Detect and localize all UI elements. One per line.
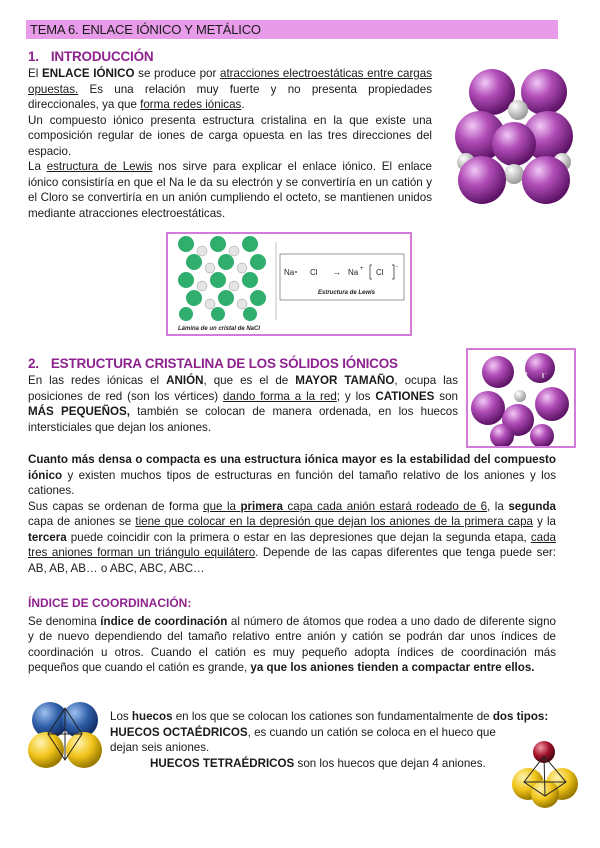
lattice-caption: Lámina de un cristal de NaCl [178, 326, 261, 332]
lewis-na-charge: + [360, 266, 364, 272]
octahedral-holes-text: HUECOS OCTAÉDRICOS, es cuando un catión se coloca en el hueco que dejan seis aniones. [110, 725, 496, 754]
lewis-cl-anion: Cl [376, 268, 384, 277]
lithium-charge: + [525, 371, 528, 377]
layers-paragraph: Sus capas se ordenan de forma que la primera capa cada anión estará rodeado de 6, la segunda capa de aniones se tiene que colocar en la depresión que dejan los aniones de la primera capa y la tercera puede coincidir con la primera o estar en las depresiones que dejan la segunda etapa, cada tres aniones forman un triángulo equilátero. Depende de las capas diferentes que tenga puede ser: AB, AB, AB… o ABC, ABC, ABC… [28, 499, 557, 575]
nacl-lattice-and-lewis [168, 234, 410, 334]
coordination-section [28, 596, 556, 676]
ionic-lattice-illustration [452, 62, 576, 206]
octahedral-hole-illustration [28, 700, 102, 770]
lewis-arrow: → [332, 267, 341, 277]
nacl-figure [166, 232, 412, 336]
section-1-number: 1. [28, 49, 39, 64]
section-1-body [28, 66, 432, 221]
section-2-title: ESTRUCTURA CRISTALINA DE LOS SÓLIDOS IÓNICOS [50, 356, 398, 371]
iodide-label: I [542, 373, 544, 380]
coordination-heading: ÍNDICE DE COORDINACIÓN: [28, 596, 192, 610]
section-1-title: INTRODUCCIÓN [50, 49, 154, 64]
iodide-charge: - [545, 371, 547, 377]
holes-intro: Los huecos en los que se colocan los cationes son fundamentalmente de dos tipos: [110, 710, 549, 723]
lewis-na-cation: Na [348, 268, 359, 277]
coordination-paragraph: Se denomina índice de coordinación al número de átomos que rodea a uno dado de diferente signo y de nuevo dependiendo del tamaño relativo entre anión y catión se podrán dar unos índices de coordinación u otros. Cuando el catión es muy pequeño adopta índices de coordinación más pequeños que cuando el catión es grande, ya que los aniones tienden a compactar entre ellos. [28, 614, 557, 674]
section-2-body-1 [28, 373, 458, 435]
section-2-heading [28, 356, 448, 371]
section-1-heading [28, 49, 153, 64]
lewis-na-atom: Na [284, 268, 295, 277]
lewis-caption: Estructura de Lewis [318, 290, 376, 296]
section-2-body-2 [28, 452, 556, 576]
li-i-lattice-figure [466, 348, 576, 448]
document-title: TEMA 6. ENLACE IÓNICO Y METÁLICO [26, 20, 558, 39]
intro-paragraph-2: Un compuesto iónico presenta estructura cristalina en la que existe una composición regular de iones de carga opuesta en las tres direcciones del espacio. [28, 113, 432, 158]
lithium-label: Li [518, 373, 525, 380]
lewis-cl-charge: - [396, 264, 398, 270]
intro-paragraph-1: El ENLACE IÓNICO se produce por atracciones electroestáticas entre cargas opuestas. Es una relación muy fuerte y no presenta propiedades direccionales, ya que forma redes iónicas. [28, 67, 432, 111]
intro-paragraph-3: La estructura de Lewis nos sirve para explicar el enlace iónico. El enlace iónico consistiría en que el Na le da su electrón y se convertiría en un catión y el Cloro se convertiría en un anión cumpliendo el octeto, se mantienen unidos mediante atracciones electroestáticas. [28, 160, 432, 220]
lewis-cl-atom: Cl [310, 268, 318, 277]
nacl-lattice-sheet [178, 236, 266, 321]
tetrahedral-holes-text: HUECOS TETRAÉDRICOS son los huecos que dejan 4 aniones. [150, 756, 486, 770]
li-i-lattice-drawing [468, 350, 574, 446]
anion-cation-paragraph: En las redes iónicas el ANIÓN, que es el de MAYOR TAMAÑO, ocupa las posiciones de red (son los vértices) dando forma a la red; y los CATIONES son MÁS PEQUEÑOS, también se colocan de manera ordenada, en los huecos intersticiales que dejan los aniones. [28, 374, 459, 434]
section-2-number: 2. [28, 356, 39, 371]
density-paragraph: Cuanto más densa o compacta es una estructura iónica mayor es la estabilidad del compuesto iónico y existen muchos tipos de estructuras en función del tamaño relativo de los aniones y los cationes. [28, 453, 556, 497]
holes-section [110, 709, 556, 771]
tetrahedral-hole-illustration [510, 738, 580, 808]
